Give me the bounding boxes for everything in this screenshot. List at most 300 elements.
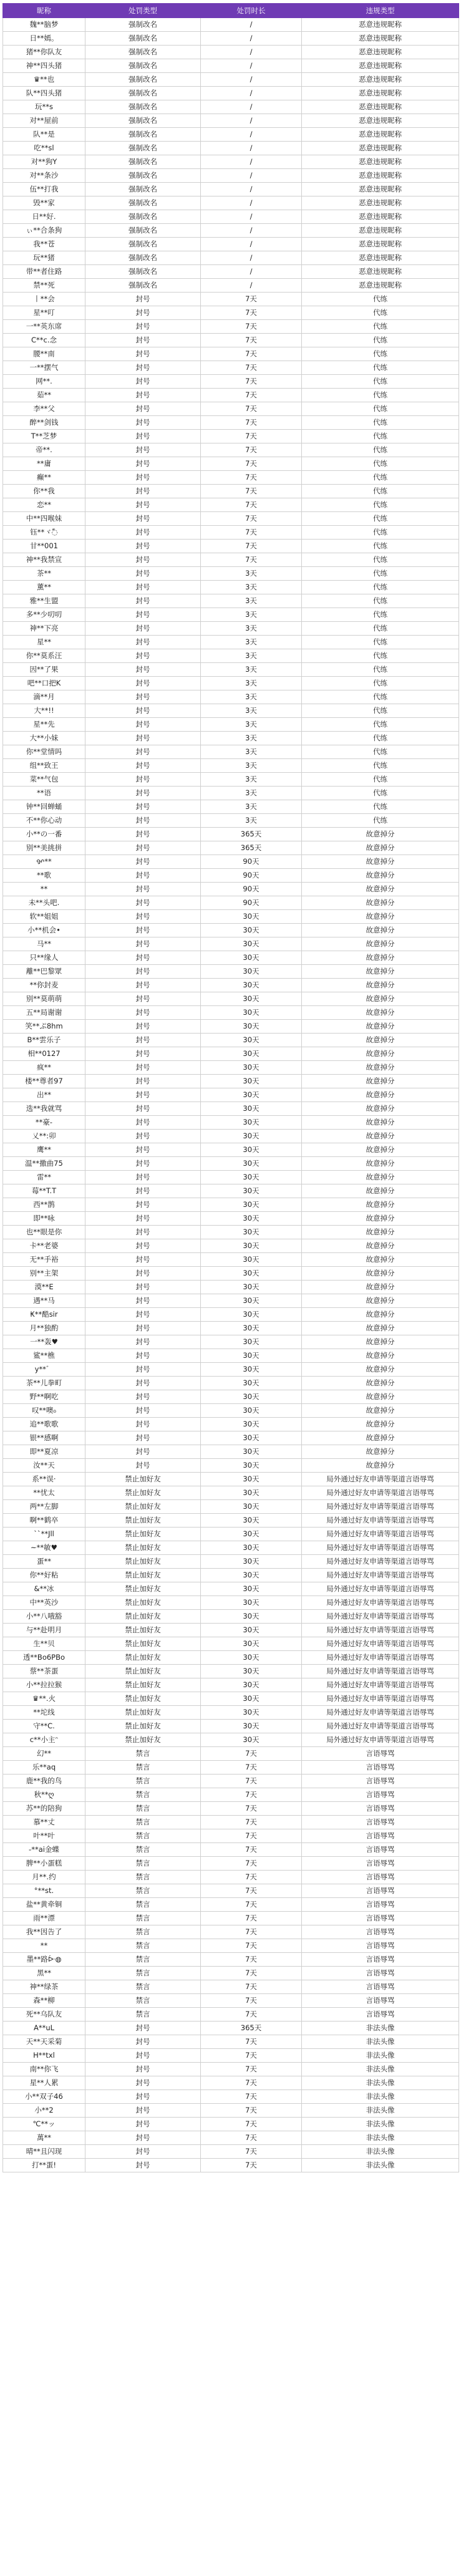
cell-penalty-type: 封号 <box>85 2104 201 2118</box>
table-row <box>3 471 459 485</box>
cell-penalty-type: 禁止加好友 <box>85 1720 201 1733</box>
cell-penalty-duration: 3天 <box>201 594 302 608</box>
cell-nickname: 乂**:卯 <box>3 1130 85 1143</box>
cell-penalty-duration: 7天 <box>201 553 302 567</box>
cell-violation-type: 恶意违规昵称 <box>302 238 459 251</box>
cell-penalty-type: 封号 <box>85 1075 201 1088</box>
table-row <box>3 2063 459 2076</box>
cell-penalty-type: 封号 <box>85 485 201 498</box>
cell-penalty-type: 封号 <box>85 1088 201 1102</box>
cell-violation-type: 局外通过好友申请等渠道言语辱骂 <box>302 1733 459 1747</box>
cell-penalty-type: 封号 <box>85 924 201 937</box>
cell-penalty-type: 封号 <box>85 1281 201 1294</box>
cell-violation-type: 故意掉分 <box>302 951 459 965</box>
cell-violation-type: 恶意违规昵称 <box>302 142 459 155</box>
cell-penalty-type: 封号 <box>85 1390 201 1404</box>
cell-nickname: 我**苍 <box>3 238 85 251</box>
table-row <box>3 800 459 814</box>
cell-nickname: 软**姐姐 <box>3 910 85 924</box>
table-row <box>3 1157 459 1171</box>
table-row <box>3 238 459 251</box>
cell-penalty-duration: 7天 <box>201 1953 302 1967</box>
table-row <box>3 1980 459 1994</box>
cell-nickname: 森**柳 <box>3 1994 85 2008</box>
table-row <box>3 512 459 526</box>
cell-penalty-type: 封号 <box>85 937 201 951</box>
table-row <box>3 183 459 196</box>
cell-violation-type: 局外通过好友申请等渠道言语辱骂 <box>302 1720 459 1733</box>
cell-penalty-type: 封号 <box>85 1404 201 1418</box>
cell-violation-type: 言语辱骂 <box>302 1884 459 1898</box>
cell-violation-type: 故意掉分 <box>302 1075 459 1088</box>
header-row <box>3 4 459 18</box>
cell-nickname: 月**独酌 <box>3 1322 85 1335</box>
table-row <box>3 1569 459 1582</box>
cell-penalty-type: 禁止加好友 <box>85 1473 201 1486</box>
cell-penalty-duration: 7天 <box>201 1871 302 1884</box>
cell-penalty-type: 封号 <box>85 759 201 773</box>
cell-nickname: 茹** <box>3 389 85 402</box>
column-header-violation-type: 违规类型 <box>302 4 459 18</box>
cell-penalty-type: 禁止加好友 <box>85 1500 201 1514</box>
table-row <box>3 1582 459 1596</box>
cell-penalty-duration: 90天 <box>201 896 302 910</box>
cell-violation-type: 非法头像 <box>302 2159 459 2172</box>
table-row <box>3 1102 459 1116</box>
table-row <box>3 1006 459 1020</box>
cell-violation-type: 故意掉分 <box>302 1404 459 1418</box>
cell-violation-type: 代练 <box>302 663 459 677</box>
cell-violation-type: 代练 <box>302 690 459 704</box>
table-row <box>3 2022 459 2035</box>
cell-penalty-duration: 30天 <box>201 1239 302 1253</box>
cell-violation-type: 故意掉分 <box>302 1418 459 1431</box>
cell-penalty-type: 禁言 <box>85 1953 201 1967</box>
cell-violation-type: 代练 <box>302 306 459 320</box>
cell-violation-type: 故意掉分 <box>302 1431 459 1445</box>
table-row <box>3 498 459 512</box>
cell-penalty-type: 禁言 <box>85 1871 201 1884</box>
cell-violation-type: 代练 <box>302 677 459 690</box>
table-row <box>3 1239 459 1253</box>
cell-penalty-type: 封号 <box>85 1006 201 1020</box>
cell-penalty-duration: 30天 <box>201 1665 302 1678</box>
cell-penalty-type: 封号 <box>85 1102 201 1116</box>
cell-penalty-duration: 3天 <box>201 704 302 718</box>
table-row <box>3 1939 459 1953</box>
cell-violation-type: 代练 <box>302 485 459 498</box>
cell-violation-type: 局外通过好友申请等渠道言语辱骂 <box>302 1500 459 1514</box>
cell-penalty-duration: 7天 <box>201 1912 302 1925</box>
table-row <box>3 1047 459 1061</box>
cell-penalty-type: 封号 <box>85 594 201 608</box>
table-row <box>3 1637 459 1651</box>
cell-nickname: 队**四头猪 <box>3 87 85 100</box>
table-row <box>3 196 459 210</box>
cell-penalty-duration: 30天 <box>201 992 302 1006</box>
cell-penalty-type: 强制改名 <box>85 265 201 279</box>
cell-nickname: 带**者住路 <box>3 265 85 279</box>
cell-violation-type: 故意掉分 <box>302 910 459 924</box>
cell-penalty-duration: / <box>201 169 302 183</box>
cell-violation-type: 局外通过好友申请等渠道言语辱骂 <box>302 1610 459 1624</box>
table-row <box>3 265 459 279</box>
cell-nickname: 星**叮 <box>3 306 85 320</box>
cell-violation-type: 代练 <box>302 567 459 581</box>
cell-penalty-duration: 7天 <box>201 526 302 540</box>
cell-penalty-type: 强制改名 <box>85 100 201 114</box>
table-row <box>3 1459 459 1473</box>
cell-penalty-type: 封号 <box>85 732 201 745</box>
cell-nickname: 小**の一番 <box>3 828 85 841</box>
cell-penalty-duration: 7天 <box>201 402 302 416</box>
table-row <box>3 1390 459 1404</box>
table-row <box>3 1610 459 1624</box>
cell-violation-type: 故意掉分 <box>302 1377 459 1390</box>
cell-penalty-duration: 7天 <box>201 512 302 526</box>
cell-penalty-type: 封号 <box>85 2022 201 2035</box>
cell-violation-type: 代练 <box>302 553 459 567</box>
cell-penalty-duration: / <box>201 73 302 87</box>
table-row <box>3 937 459 951</box>
cell-violation-type: 恶意违规昵称 <box>302 169 459 183</box>
cell-penalty-duration: 7天 <box>201 485 302 498</box>
cell-violation-type: 恶意违规昵称 <box>302 265 459 279</box>
cell-nickname: 南**你飞 <box>3 2063 85 2076</box>
cell-violation-type: 代练 <box>302 649 459 663</box>
cell-nickname: 玩**猪 <box>3 251 85 265</box>
cell-penalty-duration: 7天 <box>201 2131 302 2145</box>
cell-penalty-type: 强制改名 <box>85 224 201 238</box>
cell-nickname: -**ai金蝶 <box>3 1843 85 1857</box>
cell-violation-type: 言语辱骂 <box>302 1953 459 1967</box>
cell-penalty-duration: 30天 <box>201 1473 302 1486</box>
cell-penalty-duration: 30天 <box>201 1610 302 1624</box>
cell-violation-type: 故意掉分 <box>302 1047 459 1061</box>
table-row <box>3 1473 459 1486</box>
cell-violation-type: 非法头像 <box>302 2049 459 2063</box>
table-row <box>3 1953 459 1967</box>
table-row <box>3 1088 459 1102</box>
cell-violation-type: 代练 <box>302 787 459 800</box>
cell-penalty-type: 封号 <box>85 1253 201 1267</box>
cell-penalty-duration: 30天 <box>201 1377 302 1390</box>
cell-violation-type: 故意掉分 <box>302 1116 459 1130</box>
cell-violation-type: 非法头像 <box>302 2076 459 2090</box>
cell-violation-type: 故意掉分 <box>302 855 459 869</box>
cell-penalty-type: 强制改名 <box>85 210 201 224</box>
cell-nickname: 钰**ヾ◌ّ <box>3 526 85 540</box>
table-row <box>3 1802 459 1816</box>
cell-penalty-type: 封号 <box>85 951 201 965</box>
cell-violation-type: 局外通过好友申请等渠道言语辱骂 <box>302 1582 459 1596</box>
cell-violation-type: 恶意违规昵称 <box>302 155 459 169</box>
cell-nickname: 别**莫萌萌 <box>3 992 85 1006</box>
cell-violation-type: 恶意违规昵称 <box>302 183 459 196</box>
cell-nickname: 选**我就骂 <box>3 1102 85 1116</box>
cell-violation-type: 局外通过好友申请等渠道言语辱骂 <box>302 1637 459 1651</box>
table-row <box>3 1418 459 1431</box>
cell-penalty-duration: 3天 <box>201 745 302 759</box>
cell-penalty-type: 禁言 <box>85 1884 201 1898</box>
cell-nickname: 即**咏 <box>3 1212 85 1226</box>
cell-nickname: 禁**死 <box>3 279 85 293</box>
cell-penalty-duration: 30天 <box>201 1418 302 1431</box>
table-row <box>3 169 459 183</box>
table-row <box>3 759 459 773</box>
cell-nickname: 伍**打我 <box>3 183 85 196</box>
cell-penalty-type: 禁言 <box>85 1816 201 1829</box>
table-row <box>3 155 459 169</box>
cell-violation-type: 局外通过好友申请等渠道言语辱骂 <box>302 1473 459 1486</box>
cell-nickname: 对**屋前 <box>3 114 85 128</box>
cell-nickname: 野**啊吃 <box>3 1390 85 1404</box>
cell-penalty-duration: 3天 <box>201 636 302 649</box>
cell-violation-type: 非法头像 <box>302 2131 459 2145</box>
table-row <box>3 910 459 924</box>
cell-penalty-duration: 7天 <box>201 1898 302 1912</box>
cell-violation-type: 局外通过好友申请等渠道言语辱骂 <box>302 1514 459 1528</box>
cell-violation-type: 代练 <box>302 498 459 512</box>
cell-penalty-type: 封号 <box>85 471 201 485</box>
table-row <box>3 814 459 828</box>
table-row <box>3 690 459 704</box>
cell-penalty-duration: 7天 <box>201 389 302 402</box>
cell-penalty-duration: 7天 <box>201 416 302 430</box>
cell-nickname: c**小主ᵔ <box>3 1733 85 1747</box>
table-row <box>3 1061 459 1075</box>
cell-violation-type: 代练 <box>302 636 459 649</box>
cell-violation-type: 恶意违规昵称 <box>302 18 459 32</box>
cell-nickname: A**uL <box>3 2022 85 2035</box>
cell-nickname: 系**误· <box>3 1473 85 1486</box>
cell-violation-type: 代练 <box>302 526 459 540</box>
cell-violation-type: 故意掉分 <box>302 1102 459 1116</box>
cell-violation-type: 故意掉分 <box>302 1088 459 1102</box>
table-row <box>3 553 459 567</box>
cell-penalty-duration: 7天 <box>201 293 302 306</box>
cell-nickname: 慕**丈 <box>3 1816 85 1829</box>
cell-penalty-type: 封号 <box>85 1143 201 1157</box>
table-row <box>3 1212 459 1226</box>
cell-nickname: 五**局谢谢 <box>3 1006 85 1020</box>
cell-penalty-type: 封号 <box>85 1267 201 1281</box>
cell-nickname: 中**英沙 <box>3 1596 85 1610</box>
cell-penalty-type: 封号 <box>85 979 201 992</box>
table-row <box>3 1843 459 1857</box>
cell-nickname: 出** <box>3 1088 85 1102</box>
cell-penalty-type: 封号 <box>85 320 201 334</box>
cell-violation-type: 言语辱骂 <box>302 1912 459 1925</box>
cell-nickname: °**st. <box>3 1884 85 1898</box>
table-row <box>3 567 459 581</box>
cell-nickname: 醉**剑钱 <box>3 416 85 430</box>
cell-penalty-duration: 30天 <box>201 951 302 965</box>
cell-penalty-duration: 30天 <box>201 1582 302 1596</box>
cell-nickname: ♛**.火 <box>3 1692 85 1706</box>
cell-penalty-type: 禁言 <box>85 1788 201 1802</box>
cell-nickname: 马** <box>3 937 85 951</box>
table-row <box>3 375 459 389</box>
cell-violation-type: 局外通过好友申请等渠道言语辱骂 <box>302 1692 459 1706</box>
cell-penalty-duration: 30天 <box>201 1363 302 1377</box>
cell-nickname: 打**蛋! <box>3 2159 85 2172</box>
cell-penalty-duration: 7天 <box>201 1802 302 1816</box>
cell-penalty-type: 封号 <box>85 1061 201 1075</box>
cell-violation-type: 恶意违规昵称 <box>302 32 459 46</box>
table-row <box>3 581 459 594</box>
cell-penalty-duration: 30天 <box>201 1637 302 1651</box>
cell-nickname: 日**好. <box>3 210 85 224</box>
cell-penalty-type: 封号 <box>85 443 201 457</box>
cell-penalty-duration: 3天 <box>201 608 302 622</box>
cell-violation-type: 恶意违规昵称 <box>302 251 459 265</box>
cell-violation-type: 局外通过好友申请等渠道言语辱骂 <box>302 1486 459 1500</box>
cell-violation-type: 代练 <box>302 443 459 457</box>
cell-penalty-duration: 30天 <box>201 1198 302 1212</box>
cell-penalty-duration: 30天 <box>201 1651 302 1665</box>
cell-violation-type: 故意掉分 <box>302 965 459 979</box>
cell-violation-type: 故意掉分 <box>302 1034 459 1047</box>
cell-penalty-type: 封号 <box>85 896 201 910</box>
table-row <box>3 1363 459 1377</box>
table-row <box>3 1720 459 1733</box>
cell-penalty-type: 封号 <box>85 745 201 759</box>
cell-penalty-duration: / <box>201 100 302 114</box>
table-row <box>3 1198 459 1212</box>
cell-penalty-type: 封号 <box>85 1116 201 1130</box>
table-row <box>3 114 459 128</box>
cell-penalty-type: 封号 <box>85 1308 201 1322</box>
table-row <box>3 1143 459 1157</box>
cell-penalty-type: 禁止加好友 <box>85 1637 201 1651</box>
cell-violation-type: 言语辱骂 <box>302 1871 459 1884</box>
cell-penalty-type: 强制改名 <box>85 128 201 142</box>
cell-nickname: 疯** <box>3 1061 85 1075</box>
table-row <box>3 540 459 553</box>
cell-penalty-type: 封号 <box>85 800 201 814</box>
cell-penalty-duration: 7天 <box>201 320 302 334</box>
cell-violation-type: 代练 <box>302 745 459 759</box>
cell-nickname: 你**堂情吗 <box>3 745 85 759</box>
cell-violation-type: 代练 <box>302 471 459 485</box>
cell-penalty-duration: 7天 <box>201 2035 302 2049</box>
cell-violation-type: 言语辱骂 <box>302 1925 459 1939</box>
table-row <box>3 1747 459 1761</box>
cell-violation-type: 故意掉分 <box>302 1281 459 1294</box>
cell-violation-type: 局外通过好友申请等渠道言语辱骂 <box>302 1555 459 1569</box>
cell-penalty-type: 禁止加好友 <box>85 1624 201 1637</box>
cell-penalty-duration: 30天 <box>201 1706 302 1720</box>
table-row <box>3 1651 459 1665</box>
cell-violation-type: 故意掉分 <box>302 979 459 992</box>
cell-penalty-type: 禁止加好友 <box>85 1569 201 1582</box>
cell-violation-type: 故意掉分 <box>302 1212 459 1226</box>
table-row <box>3 718 459 732</box>
cell-violation-type: 非法头像 <box>302 2104 459 2118</box>
cell-violation-type: 言语辱骂 <box>302 1994 459 2008</box>
cell-nickname: 你**莫系汪 <box>3 649 85 663</box>
cell-nickname: 菜**气包 <box>3 773 85 787</box>
table-row <box>3 1665 459 1678</box>
cell-penalty-type: 禁止加好友 <box>85 1582 201 1596</box>
cell-penalty-type: 封号 <box>85 457 201 471</box>
cell-nickname: 小**2 <box>3 2104 85 2118</box>
cell-penalty-duration: 7天 <box>201 2076 302 2090</box>
cell-nickname: 小**拉拉猴 <box>3 1678 85 1692</box>
cell-violation-type: 非法头像 <box>302 2035 459 2049</box>
cell-penalty-type: 封号 <box>85 2118 201 2131</box>
cell-penalty-duration: 7天 <box>201 2008 302 2022</box>
cell-nickname: ₭**酷sir <box>3 1308 85 1322</box>
cell-violation-type: 代练 <box>302 704 459 718</box>
cell-violation-type: 故意掉分 <box>302 1143 459 1157</box>
cell-penalty-duration: 3天 <box>201 581 302 594</box>
cell-nickname: 雷** <box>3 1171 85 1184</box>
cell-nickname: 即**夏凉 <box>3 1445 85 1459</box>
cell-nickname: T**芝梦 <box>3 430 85 443</box>
table-row <box>3 1514 459 1528</box>
table-row <box>3 1925 459 1939</box>
cell-penalty-type: 禁止加好友 <box>85 1610 201 1624</box>
cell-violation-type: 恶意违规昵称 <box>302 100 459 114</box>
cell-penalty-type: 强制改名 <box>85 142 201 155</box>
cell-nickname: 只**缘人 <box>3 951 85 965</box>
cell-penalty-type: 封号 <box>85 334 201 347</box>
cell-violation-type: 恶意违规昵称 <box>302 196 459 210</box>
cell-penalty-type: 禁止加好友 <box>85 1665 201 1678</box>
cell-penalty-type: 禁言 <box>85 2008 201 2022</box>
table-row <box>3 1624 459 1637</box>
cell-violation-type: 言语辱骂 <box>302 1939 459 1953</box>
cell-penalty-type: 强制改名 <box>85 169 201 183</box>
cell-violation-type: 故意掉分 <box>302 992 459 1006</box>
cell-nickname: 大**小妹 <box>3 732 85 745</box>
cell-penalty-duration: 7天 <box>201 1994 302 2008</box>
cell-penalty-type: 封号 <box>85 1459 201 1473</box>
cell-violation-type: 代练 <box>302 320 459 334</box>
table-row <box>3 1486 459 1500</box>
cell-violation-type: 故意掉分 <box>302 937 459 951</box>
cell-nickname: 多**少叨叨 <box>3 608 85 622</box>
cell-penalty-type: 禁止加好友 <box>85 1596 201 1610</box>
column-header-penalty-duration: 处罚时长 <box>201 4 302 18</box>
cell-violation-type: 代练 <box>302 347 459 361</box>
table-row <box>3 732 459 745</box>
cell-penalty-type: 强制改名 <box>85 46 201 59</box>
table-row <box>3 649 459 663</box>
cell-penalty-duration: 30天 <box>201 1171 302 1184</box>
cell-penalty-type: 封号 <box>85 581 201 594</box>
cell-nickname: 幻** <box>3 1747 85 1761</box>
cell-nickname: 楼**尊者97 <box>3 1075 85 1088</box>
cell-nickname: 对**狗Y <box>3 155 85 169</box>
cell-nickname: **庸 <box>3 457 85 471</box>
cell-violation-type: 代练 <box>302 457 459 471</box>
cell-violation-type: 非法头像 <box>302 2145 459 2159</box>
cell-nickname: 也**眼是你 <box>3 1226 85 1239</box>
cell-penalty-type: 封号 <box>85 883 201 896</box>
cell-nickname: 队**是 <box>3 128 85 142</box>
cell-violation-type: 言语辱骂 <box>302 1898 459 1912</box>
cell-penalty-type: 禁言 <box>85 1967 201 1980</box>
cell-penalty-duration: 30天 <box>201 1624 302 1637</box>
table-row <box>3 402 459 416</box>
cell-nickname: 透**Bo6PBo <box>3 1651 85 1665</box>
cell-penalty-type: 封号 <box>85 2090 201 2104</box>
table-row <box>3 924 459 937</box>
cell-penalty-duration: / <box>201 196 302 210</box>
